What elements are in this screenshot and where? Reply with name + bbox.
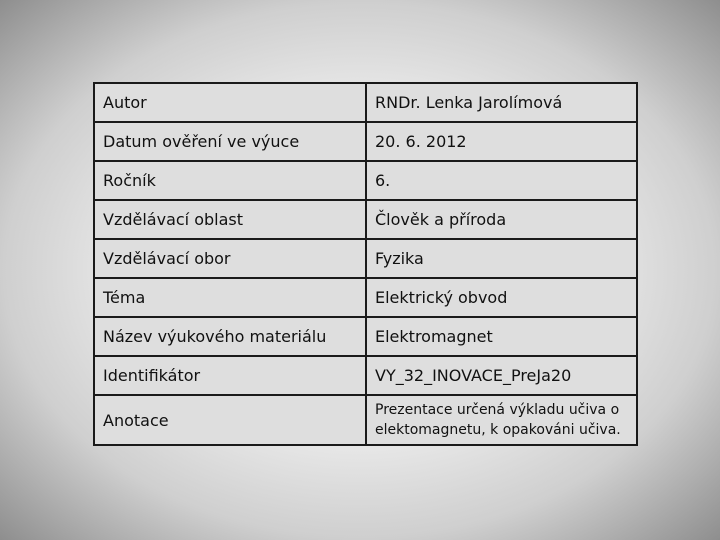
table-row-autor: [94, 83, 637, 122]
row-value: VY_32_INOVACE_PreJa20: [366, 356, 637, 395]
row-value: Prezentace určená výkladu učiva o elektomagnetu, k opakováni učiva.: [366, 395, 637, 445]
row-label: Název výukového materiálu: [94, 317, 366, 356]
table-row-datum: [94, 122, 637, 161]
row-value: Člověk a příroda: [366, 200, 637, 239]
table-row-vzdelavaci-oblast: [94, 200, 637, 239]
row-label: Datum ověření ve výuce: [94, 122, 366, 161]
row-value: Elektrický obvod: [366, 278, 637, 317]
table-row-anotace: [94, 395, 637, 445]
row-value: 20. 6. 2012: [366, 122, 637, 161]
row-label: Téma: [94, 278, 366, 317]
table-row-rocnik: [94, 161, 637, 200]
table-row-vzdelavaci-obor: [94, 239, 637, 278]
row-label: Identifikátor: [94, 356, 366, 395]
row-value: Fyzika: [366, 239, 637, 278]
table-row-nazev: [94, 317, 637, 356]
metadata-table: [93, 82, 638, 446]
row-value: Elektromagnet: [366, 317, 637, 356]
row-label: Ročník: [94, 161, 366, 200]
row-label: Vzdělávací obor: [94, 239, 366, 278]
row-value: RNDr. Lenka Jarolímová: [366, 83, 637, 122]
row-label: Vzdělávací oblast: [94, 200, 366, 239]
row-label: Anotace: [94, 395, 366, 445]
table-row-identifikator: [94, 356, 637, 395]
row-label: Autor: [94, 83, 366, 122]
table-row-tema: [94, 278, 637, 317]
row-value: 6.: [366, 161, 637, 200]
